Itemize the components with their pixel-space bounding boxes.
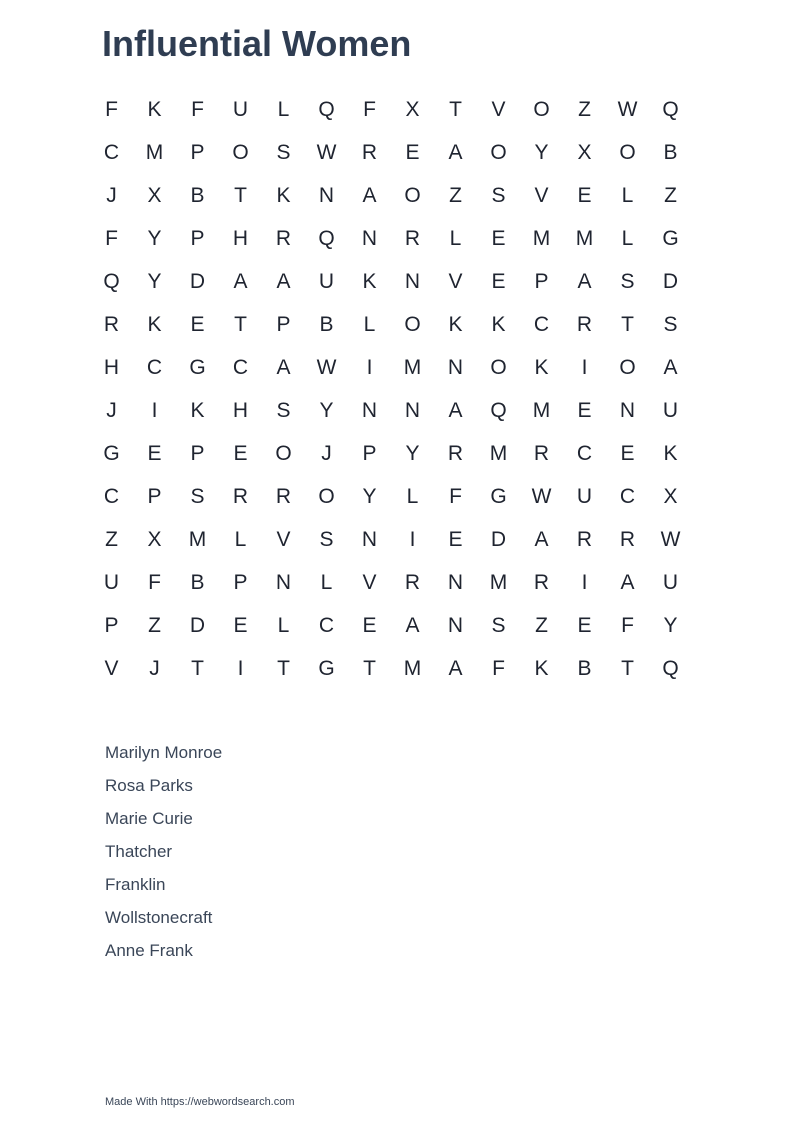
word-list-item: Marilyn Monroe bbox=[105, 743, 223, 762]
grid-letter: E bbox=[491, 270, 506, 293]
grid-letter: I bbox=[366, 356, 373, 379]
grid-letter: C bbox=[619, 485, 636, 508]
grid-letter: K bbox=[276, 184, 291, 207]
grid-letter: R bbox=[275, 485, 292, 508]
grid-letter: Y bbox=[534, 141, 549, 164]
word-search-grid bbox=[90, 88, 692, 690]
grid-letter: W bbox=[316, 356, 337, 379]
grid-letter: C bbox=[232, 356, 249, 379]
word-list-item: Rosa Parks bbox=[105, 776, 193, 795]
grid-letter: F bbox=[363, 98, 376, 121]
grid-letter: R bbox=[533, 442, 550, 465]
grid-letter: E bbox=[491, 227, 506, 250]
grid-letter: A bbox=[276, 270, 291, 293]
grid-letter: O bbox=[490, 141, 507, 164]
grid-letter: Y bbox=[147, 227, 162, 250]
grid-letter: F bbox=[105, 227, 118, 250]
grid-letter: P bbox=[276, 313, 291, 336]
grid-letter: C bbox=[533, 313, 550, 336]
grid-row bbox=[90, 389, 692, 432]
grid-row bbox=[90, 561, 692, 604]
grid-letter: R bbox=[576, 313, 593, 336]
grid-letter: A bbox=[534, 528, 549, 551]
grid-letter: O bbox=[533, 98, 550, 121]
grid-letter: A bbox=[405, 614, 420, 637]
grid-letter: F bbox=[148, 571, 161, 594]
grid-letter: N bbox=[275, 571, 292, 594]
grid-letter: O bbox=[490, 356, 507, 379]
grid-letter: D bbox=[490, 528, 507, 551]
grid-letter: L bbox=[320, 571, 333, 594]
grid-letter: S bbox=[190, 485, 205, 508]
grid-letter: P bbox=[104, 614, 119, 637]
grid-letter: A bbox=[448, 399, 463, 422]
grid-letter: R bbox=[103, 313, 120, 336]
grid-letter: U bbox=[662, 571, 679, 594]
grid-letter: M bbox=[188, 528, 207, 551]
grid-row bbox=[90, 647, 692, 690]
grid-letter: M bbox=[403, 356, 422, 379]
grid-letter: Y bbox=[319, 399, 334, 422]
grid-letter: M bbox=[575, 227, 594, 250]
grid-letter: B bbox=[319, 313, 334, 336]
grid-letter: E bbox=[577, 399, 592, 422]
grid-letter: J bbox=[321, 442, 332, 465]
grid-letter: N bbox=[404, 270, 421, 293]
grid-letter: N bbox=[619, 399, 636, 422]
grid-letter: A bbox=[362, 184, 377, 207]
grid-letter: T bbox=[363, 657, 376, 680]
grid-letter: H bbox=[232, 227, 249, 250]
grid-letter: E bbox=[233, 614, 248, 637]
grid-letter: R bbox=[619, 528, 636, 551]
grid-row bbox=[90, 88, 692, 131]
grid-letter: G bbox=[103, 442, 120, 465]
grid-letter: Q bbox=[490, 399, 507, 422]
grid-letter: N bbox=[447, 571, 464, 594]
grid-letter: L bbox=[277, 614, 290, 637]
grid-letter: A bbox=[276, 356, 291, 379]
grid-letter: A bbox=[577, 270, 592, 293]
grid-letter: I bbox=[581, 571, 588, 594]
grid-letter: C bbox=[318, 614, 335, 637]
grid-letter: Z bbox=[449, 184, 462, 207]
grid-letter: L bbox=[277, 98, 290, 121]
grid-letter: Q bbox=[318, 98, 335, 121]
grid-letter: V bbox=[362, 571, 377, 594]
grid-letter: I bbox=[409, 528, 416, 551]
grid-letter: D bbox=[662, 270, 679, 293]
grid-letter: O bbox=[232, 141, 249, 164]
grid-letter: U bbox=[576, 485, 593, 508]
grid-letter: E bbox=[362, 614, 377, 637]
grid-letter: N bbox=[447, 356, 464, 379]
grid-letter: K bbox=[362, 270, 377, 293]
grid-letter: R bbox=[404, 227, 421, 250]
grid-letter: S bbox=[491, 614, 506, 637]
grid-row bbox=[90, 260, 692, 303]
word-list-item: Wollstonecraft bbox=[105, 908, 213, 927]
grid-letter: F bbox=[449, 485, 462, 508]
grid-letter: I bbox=[237, 657, 244, 680]
grid-letter: N bbox=[361, 227, 378, 250]
grid-letter: A bbox=[233, 270, 248, 293]
grid-letter: P bbox=[362, 442, 377, 465]
grid-letter: S bbox=[319, 528, 334, 551]
grid-letter: W bbox=[316, 141, 337, 164]
grid-letter: E bbox=[620, 442, 635, 465]
grid-letter: C bbox=[146, 356, 163, 379]
grid-letter: S bbox=[663, 313, 678, 336]
grid-letter: R bbox=[404, 571, 421, 594]
grid-letter: E bbox=[147, 442, 162, 465]
grid-letter: V bbox=[534, 184, 549, 207]
grid-letter: S bbox=[276, 399, 291, 422]
grid-letter: C bbox=[103, 141, 120, 164]
grid-letter: B bbox=[663, 141, 678, 164]
grid-letter: T bbox=[277, 657, 290, 680]
grid-letter: S bbox=[276, 141, 291, 164]
grid-letter: O bbox=[619, 141, 636, 164]
grid-letter: K bbox=[147, 313, 162, 336]
grid-letter: O bbox=[404, 184, 421, 207]
grid-letter: X bbox=[147, 184, 162, 207]
grid-letter: Q bbox=[662, 657, 679, 680]
grid-letter: R bbox=[232, 485, 249, 508]
grid-letter: N bbox=[318, 184, 335, 207]
grid-letter: D bbox=[189, 614, 206, 637]
grid-row bbox=[90, 217, 692, 260]
grid-letter: Z bbox=[148, 614, 161, 637]
grid-letter: T bbox=[234, 313, 247, 336]
grid-row bbox=[90, 174, 692, 217]
grid-letter: E bbox=[405, 141, 420, 164]
grid-letter: N bbox=[404, 399, 421, 422]
grid-letter: E bbox=[577, 184, 592, 207]
grid-letter: Y bbox=[663, 614, 678, 637]
grid-letter: V bbox=[491, 98, 506, 121]
grid-letter: T bbox=[621, 657, 634, 680]
grid-letter: N bbox=[447, 614, 464, 637]
grid-letter: K bbox=[491, 313, 506, 336]
grid-letter: C bbox=[103, 485, 120, 508]
grid-letter: Q bbox=[103, 270, 120, 293]
grid-letter: A bbox=[620, 571, 635, 594]
grid-letter: O bbox=[619, 356, 636, 379]
grid-letter: L bbox=[234, 528, 247, 551]
grid-letter: U bbox=[232, 98, 249, 121]
grid-letter: A bbox=[448, 657, 463, 680]
grid-row bbox=[90, 518, 692, 561]
grid-letter: G bbox=[189, 356, 206, 379]
grid-letter: Q bbox=[318, 227, 335, 250]
grid-letter: E bbox=[448, 528, 463, 551]
grid-letter: X bbox=[577, 141, 592, 164]
grid-letter: P bbox=[190, 227, 205, 250]
grid-letter: Y bbox=[405, 442, 420, 465]
grid-letter: Y bbox=[362, 485, 377, 508]
grid-letter: M bbox=[489, 442, 508, 465]
grid-letter: K bbox=[190, 399, 205, 422]
grid-letter: K bbox=[663, 442, 678, 465]
grid-letter: T bbox=[191, 657, 204, 680]
grid-letter: K bbox=[147, 98, 162, 121]
grid-letter: L bbox=[363, 313, 376, 336]
grid-letter: M bbox=[145, 141, 164, 164]
grid-row bbox=[90, 303, 692, 346]
grid-row bbox=[90, 346, 692, 389]
grid-letter: N bbox=[361, 528, 378, 551]
grid-letter: T bbox=[234, 184, 247, 207]
grid-letter: M bbox=[403, 657, 422, 680]
grid-letter: V bbox=[276, 528, 291, 551]
grid-letter: W bbox=[531, 485, 552, 508]
grid-row bbox=[90, 604, 692, 647]
grid-letter: Z bbox=[105, 528, 118, 551]
grid-letter: U bbox=[662, 399, 679, 422]
grid-letter: Y bbox=[147, 270, 162, 293]
footer-credit: Made With https://webwordsearch.com bbox=[105, 1096, 295, 1108]
grid-letter: D bbox=[189, 270, 206, 293]
grid-letter: V bbox=[104, 657, 119, 680]
grid-letter: B bbox=[190, 184, 205, 207]
grid-letter: U bbox=[318, 270, 335, 293]
grid-letter: F bbox=[191, 98, 204, 121]
word-list-item: Marie Curie bbox=[105, 809, 193, 828]
grid-letter: U bbox=[103, 571, 120, 594]
grid-row bbox=[90, 131, 692, 174]
word-list bbox=[105, 736, 222, 967]
grid-letter: F bbox=[492, 657, 505, 680]
grid-letter: V bbox=[448, 270, 463, 293]
grid-letter: M bbox=[532, 227, 551, 250]
grid-letter: P bbox=[534, 270, 549, 293]
grid-letter: L bbox=[621, 184, 634, 207]
grid-letter: G bbox=[490, 485, 507, 508]
grid-letter: K bbox=[534, 657, 549, 680]
grid-letter: B bbox=[190, 571, 205, 594]
word-list-item: Anne Frank bbox=[105, 941, 193, 960]
grid-letter: Z bbox=[664, 184, 677, 207]
grid-letter: Q bbox=[662, 98, 679, 121]
grid-letter: H bbox=[232, 399, 249, 422]
grid-letter: I bbox=[151, 399, 158, 422]
grid-letter: Z bbox=[578, 98, 591, 121]
grid-letter: L bbox=[621, 227, 634, 250]
grid-row bbox=[90, 432, 692, 475]
grid-letter: S bbox=[491, 184, 506, 207]
grid-letter: G bbox=[318, 657, 335, 680]
grid-letter: R bbox=[275, 227, 292, 250]
grid-letter: R bbox=[533, 571, 550, 594]
grid-letter: P bbox=[233, 571, 248, 594]
grid-letter: O bbox=[318, 485, 335, 508]
grid-letter: X bbox=[405, 98, 420, 121]
grid-letter: A bbox=[448, 141, 463, 164]
grid-row bbox=[90, 475, 692, 518]
grid-letter: L bbox=[406, 485, 419, 508]
grid-letter: P bbox=[190, 442, 205, 465]
grid-letter: J bbox=[106, 184, 117, 207]
grid-letter: R bbox=[576, 528, 593, 551]
grid-letter: O bbox=[404, 313, 421, 336]
grid-letter: C bbox=[576, 442, 593, 465]
grid-letter: X bbox=[147, 528, 162, 551]
grid-letter: T bbox=[621, 313, 634, 336]
grid-letter: W bbox=[617, 98, 638, 121]
grid-letter: E bbox=[577, 614, 592, 637]
grid-letter: F bbox=[621, 614, 634, 637]
grid-letter: E bbox=[233, 442, 248, 465]
grid-letter: M bbox=[532, 399, 551, 422]
grid-letter: R bbox=[447, 442, 464, 465]
grid-letter: K bbox=[448, 313, 463, 336]
grid-letter: N bbox=[361, 399, 378, 422]
page-title: Influential Women bbox=[102, 23, 412, 64]
grid-letter: M bbox=[489, 571, 508, 594]
grid-letter: W bbox=[660, 528, 681, 551]
grid-letter: X bbox=[663, 485, 678, 508]
grid-letter: Z bbox=[535, 614, 548, 637]
grid-letter: A bbox=[663, 356, 678, 379]
grid-letter: P bbox=[147, 485, 162, 508]
grid-letter: L bbox=[449, 227, 462, 250]
word-list-item: Franklin bbox=[105, 875, 166, 894]
word-list-item: Thatcher bbox=[105, 842, 173, 861]
grid-letter: E bbox=[190, 313, 205, 336]
grid-letter: J bbox=[106, 399, 117, 422]
grid-letter: G bbox=[662, 227, 679, 250]
grid-letter: P bbox=[190, 141, 205, 164]
grid-letter: F bbox=[105, 98, 118, 121]
grid-letter: K bbox=[534, 356, 549, 379]
grid-letter: I bbox=[581, 356, 588, 379]
grid-letter: S bbox=[620, 270, 635, 293]
grid-letter: R bbox=[361, 141, 378, 164]
grid-letter: T bbox=[449, 98, 462, 121]
grid-letter: O bbox=[275, 442, 292, 465]
grid-letter: H bbox=[103, 356, 120, 379]
grid-letter: B bbox=[577, 657, 592, 680]
grid-letter: J bbox=[149, 657, 160, 680]
